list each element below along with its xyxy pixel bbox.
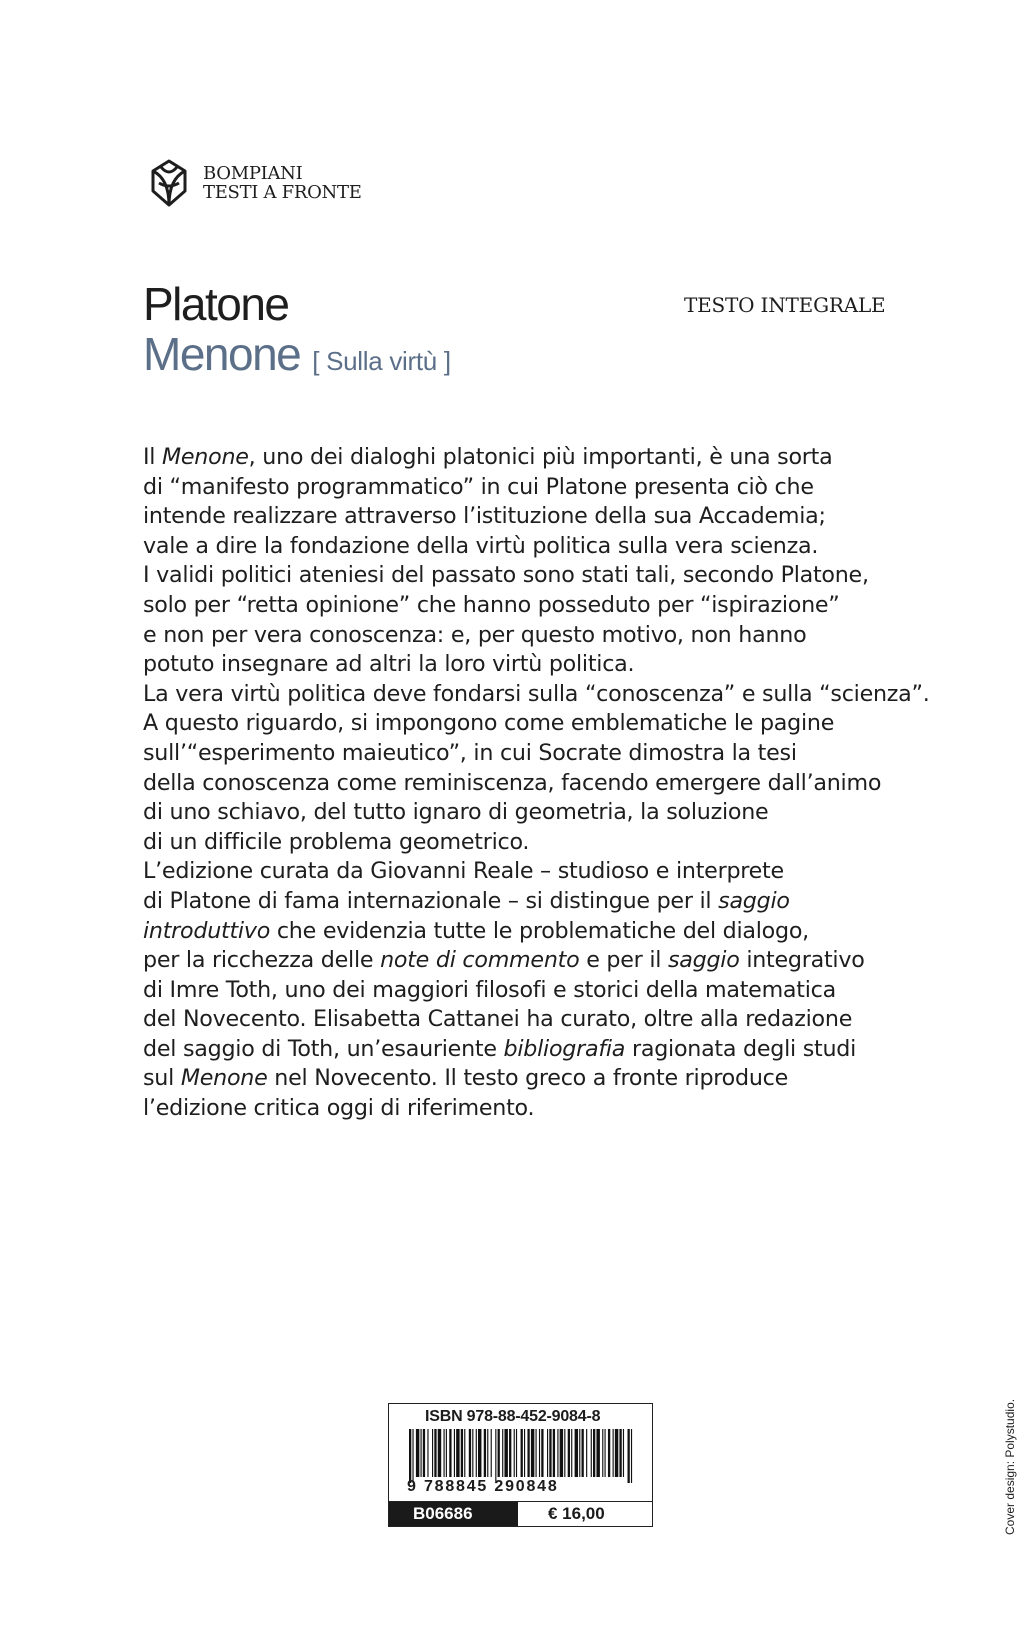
blurb-line xyxy=(143,946,903,976)
barcode-bar xyxy=(484,1429,486,1477)
blurb-line xyxy=(143,591,903,621)
barcode-bar xyxy=(539,1429,540,1477)
blurb-segment: solo per “retta opinione” che hanno posseduto per “ispirazione” xyxy=(143,591,840,618)
barcode-bar xyxy=(549,1429,551,1477)
blurb-italic: introduttivo xyxy=(143,917,271,944)
barcode-bar xyxy=(454,1429,455,1477)
blurb-italic: Menone xyxy=(180,1065,268,1092)
blurb-line xyxy=(143,828,903,858)
publisher-name: BOMPIANI xyxy=(203,163,303,184)
blurb-segment: sul xyxy=(143,1065,181,1092)
barcode-bar xyxy=(608,1429,610,1477)
blurb-line xyxy=(143,502,903,532)
barcode-bar xyxy=(586,1429,587,1477)
blurb-line xyxy=(143,857,903,887)
barcode-bar xyxy=(491,1429,492,1477)
blurb-segment: integrativo xyxy=(739,947,865,974)
barcode-bar xyxy=(456,1429,459,1477)
barcode-bar xyxy=(509,1429,511,1477)
barcode-bar xyxy=(478,1429,481,1477)
blurb-segment: , uno dei dialoghi platonici più importanti, è una sorta xyxy=(248,444,833,470)
barcode-bar xyxy=(409,1429,411,1483)
barcode-bar xyxy=(524,1429,525,1477)
barcode-bar xyxy=(613,1429,614,1477)
barcode-bar xyxy=(536,1429,537,1477)
blurb-segment: che evidenzia tutte le problematiche del dialogo, xyxy=(270,917,809,944)
blurb-line xyxy=(143,650,903,680)
blurb-segment: e per il xyxy=(579,947,668,974)
blurb-line xyxy=(143,709,903,739)
blurb-italic: saggio xyxy=(718,887,790,914)
blurb-segment: del saggio di Toth, un’esauriente xyxy=(143,1035,504,1062)
blurb-italic: Menone xyxy=(162,444,249,470)
blurb-line xyxy=(143,976,903,1006)
barcode-bar xyxy=(575,1429,578,1477)
blurb-segment: L’edizione curata da Giovanni Reale – studioso e interprete xyxy=(143,858,784,885)
blurb-segment: l’edizione critica oggi di riferimento. xyxy=(143,1095,535,1122)
barcode-bar xyxy=(593,1429,595,1477)
barcode-digits: 9 788845 290848 xyxy=(407,1478,559,1495)
barcode-bar xyxy=(469,1429,471,1477)
blurb-segment: di uno schiavo, del tutto ignaro di geometria, la soluzione xyxy=(143,799,769,826)
barcode-box xyxy=(388,1403,653,1527)
blurb-line xyxy=(143,798,903,828)
barcode-bar xyxy=(605,1429,606,1477)
blurb-segment: intende realizzare attraverso l’istituzione della sua Accademia; xyxy=(143,503,826,530)
barcode-bar xyxy=(547,1429,548,1477)
barcode-bar xyxy=(444,1429,445,1477)
blurb-line xyxy=(143,1035,903,1065)
barcode-bar xyxy=(416,1429,419,1477)
barcode-bar xyxy=(476,1429,477,1477)
barcode-icon xyxy=(409,1429,633,1483)
price: € 16,00 xyxy=(548,1504,605,1523)
barcode-bar xyxy=(464,1429,465,1477)
barcode-bar xyxy=(498,1429,500,1477)
blurb-line xyxy=(143,1064,903,1094)
blurb-segment: potuto insegnare ad altri la loro virtù politica. xyxy=(143,651,635,678)
blurb-line xyxy=(143,917,903,947)
barcode-bar xyxy=(449,1429,451,1477)
barcode-bar xyxy=(434,1429,436,1477)
series-name: TESTI A FRONTE xyxy=(203,182,362,203)
book-title: Menone xyxy=(143,328,301,380)
blurb-line xyxy=(143,769,903,799)
barcode-bar xyxy=(615,1429,618,1477)
product-code: B06686 xyxy=(389,1502,518,1526)
barcode-bar xyxy=(564,1429,565,1477)
barcode-bar xyxy=(571,1429,572,1477)
barcode-bar xyxy=(602,1429,603,1477)
blurb-italic: saggio xyxy=(667,947,740,974)
barcode-bar xyxy=(461,1429,463,1477)
publisher-logo-icon xyxy=(143,157,195,209)
barcode-bar xyxy=(504,1429,507,1477)
barcode-bar xyxy=(427,1429,428,1477)
barcode-bar xyxy=(495,1429,496,1483)
blurb-segment: nel Novecento. Il testo greco a fronte riproduce xyxy=(267,1065,788,1092)
barcode-bar xyxy=(582,1429,584,1477)
barcode-bar xyxy=(619,1429,621,1477)
blurb-line xyxy=(143,443,903,473)
blurb-segment: sull’“esperimento maieutico”, in cui Socrate dimostra la tesi xyxy=(143,739,797,766)
barcode-bar xyxy=(516,1429,517,1477)
blurb-line xyxy=(143,473,903,503)
barcode-bar xyxy=(432,1429,433,1477)
book-subtitle: [ Sulla virtù ] xyxy=(312,346,451,376)
barcode-bar xyxy=(553,1429,555,1477)
isbn-label: ISBN 978-88-452-9084-8 xyxy=(425,1408,601,1425)
blurb-segment: di Platone di fama internazionale – si distingue per il xyxy=(143,887,719,914)
barcode-bar xyxy=(596,1429,599,1477)
barcode-bar xyxy=(527,1429,529,1477)
blurb-italic: bibliografia xyxy=(503,1035,626,1062)
blurb-line xyxy=(143,887,903,917)
blurb-line xyxy=(143,1094,903,1124)
barcode-bar xyxy=(514,1429,515,1477)
barcode-bar xyxy=(568,1429,570,1477)
barcode-bar xyxy=(438,1429,441,1477)
barcode-bar xyxy=(521,1429,523,1477)
barcode-bar xyxy=(423,1429,425,1477)
publisher-block xyxy=(143,157,362,209)
blurb-italic: note di commento xyxy=(380,947,580,974)
blurb-segment: vale a dire la fondazione della virtù politica sulla vera scienza. xyxy=(143,532,819,559)
blurb-segment: della conoscenza come reminiscenza, facendo emergere dall’animo xyxy=(143,769,882,796)
blurb-line xyxy=(143,532,903,562)
blurb-line xyxy=(143,739,903,769)
barcode-bar xyxy=(628,1429,630,1483)
blurb-line xyxy=(143,680,930,710)
barcode-bar xyxy=(631,1429,632,1483)
barcode-bar xyxy=(487,1429,488,1477)
barcode-bar xyxy=(421,1429,422,1477)
blurb-text xyxy=(143,443,930,1124)
blurb-segment: del Novecento. Elisabetta Cattanei ha curato, oltre alla redazione xyxy=(143,1006,853,1033)
barcode-bar xyxy=(560,1429,563,1477)
blurb-segment: di un difficile problema geometrico. xyxy=(143,828,530,855)
barcode-bar xyxy=(541,1429,543,1477)
edition-note: TESTO INTEGRALE xyxy=(684,293,886,317)
barcode-bar xyxy=(557,1429,558,1477)
barcode-bar xyxy=(502,1429,503,1477)
barcode-bar xyxy=(531,1429,534,1477)
blurb-segment: per la ricchezza delle xyxy=(143,947,381,974)
barcode-bar xyxy=(623,1429,624,1477)
blurb-segment: ragionata degli studi xyxy=(625,1035,857,1062)
blurb-segment: e non per vera conoscenza: e, per questo motivo, non hanno xyxy=(143,621,807,648)
author-name: Platone xyxy=(143,278,289,330)
blurb-segment: di Imre Toth, uno dei maggiori filosofi e storici della matematica xyxy=(143,976,836,1003)
blurb-segment: A questo riguardo, si impongono come emblematiche le pagine xyxy=(143,710,835,737)
blurb-line xyxy=(143,561,903,591)
blurb-line xyxy=(143,1005,903,1035)
barcode-bar xyxy=(472,1429,473,1477)
blurb-segment: Il xyxy=(143,444,163,470)
blurb-segment: di “manifesto programmatico” in cui Platone presenta ciò che xyxy=(143,473,814,500)
barcode-bar xyxy=(412,1429,413,1483)
cover-credit: Cover design: Polystudio. xyxy=(1003,1398,1017,1535)
blurb-segment: I validi politici ateniesi del passato sono stati tali, secondo Platone, xyxy=(143,562,869,589)
title-row xyxy=(143,328,451,380)
code-price-row xyxy=(389,1501,652,1526)
blurb-line xyxy=(143,621,903,651)
barcode-bar xyxy=(591,1429,592,1477)
barcode-bar xyxy=(446,1429,447,1477)
barcode-bar xyxy=(579,1429,580,1477)
blurb-segment: La vera virtù politica deve fondarsi sulla “conoscenza” e sulla “scienza”. xyxy=(143,680,930,707)
